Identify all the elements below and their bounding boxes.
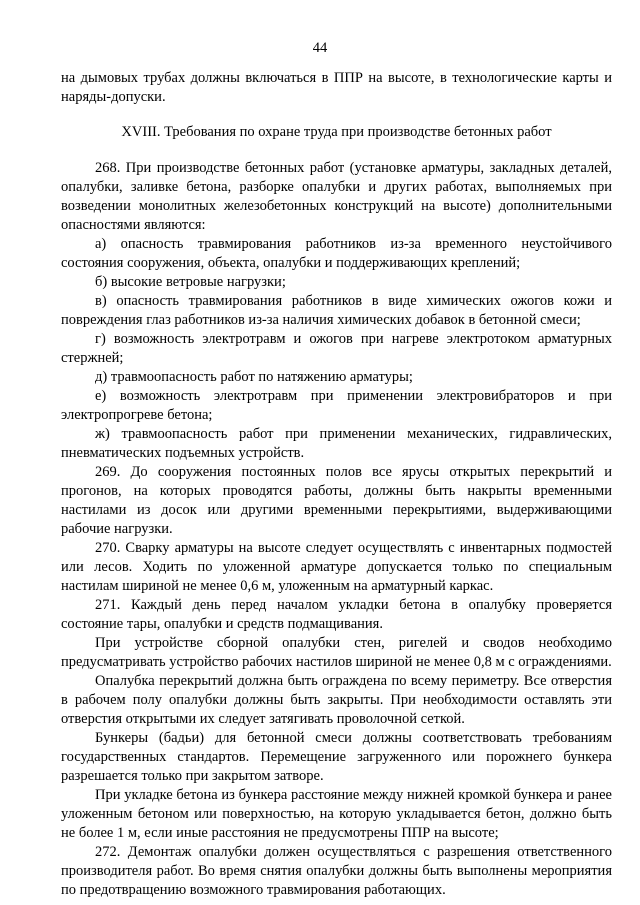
paragraph-bunkers: Бункеры (бадьи) для бетонной смеси должны соответствовать требованиям государственных стандартов. Перемещение загруженного или порожнего бункера разрешается только при закрытом затворе. (61, 730, 612, 784)
paragraph-268: 268. При производстве бетонных работ (установке арматуры, закладных деталей, опалубки, заливке бетона, разборке опалубки и других работах, выполняемых при возведении монолитных железобетонных конструкций на высоте) дополнительными опасностями являются: (61, 160, 612, 233)
list-item-zh: ж) травмоопасность работ при применении механических, гидравлических, пневматических подъемных устройств. (61, 426, 612, 461)
paragraph-272: 272. Демонтаж опалубки должен осуществляться с разрешения ответственного производителя работ. Во время снятия опалубки должны быть выполнены мероприятия по предотвращению возможного травмирования работающих. (61, 844, 612, 898)
lead-paragraph: на дымовых трубах должны включаться в ППР на высоте, в технологические карты и наряды-допуски. (61, 70, 612, 105)
list-item-v: в) опасность травмирования работников в виде химических ожогов кожи и повреждения глаз работников из-за наличия химических добавок в бетонной смеси; (61, 293, 612, 328)
list-item-e: е) возможность электротравм при применении электровибраторов и при электропрогреве бетона; (61, 388, 612, 423)
paragraph-floor-formwork: Опалубка перекрытий должна быть ограждена по всему периметру. Все отверстия в рабочем полу опалубки должны быть закрыты. При необходимости оставлять эти отверстия открытыми их следует затягивать проволочной сеткой. (61, 673, 612, 727)
paragraph-271: 271. Каждый день перед началом укладки бетона в опалубку проверяется состояние тары, опалубки и средств подмащивания. (61, 597, 612, 632)
document-body (61, 69, 612, 900)
paragraph-270: 270. Сварку арматуры на высоте следует осуществлять с инвентарных подмостей или лесов. Ходить по уложенной арматуре допускается только по специальным настилам шириной не менее 0,6 м, уложенным на арматурный каркас. (61, 540, 612, 594)
paragraph-269: 269. До сооружения постоянных полов все ярусы открытых перекрытий и прогонов, на которых проводятся работы, должны быть накрыты временными настилами из досок или другими временными перекрытиями, выдерживающими рабочие нагрузки. (61, 464, 612, 537)
paragraph-concrete-placing: При укладке бетона из бункера расстояние между нижней кромкой бункера и ранее уложенным бетоном или поверхностью, на которую укладывается бетон, должно быть не более 1 м, если иные расстояния не предусмотрены ППР на высоте; (61, 787, 612, 841)
list-item-a: а) опасность травмирования работников из-за временного неустойчивого состояния сооружения, объекта, опалубки и поддерживающих креплений; (61, 236, 612, 271)
list-item-b: б) высокие ветровые нагрузки; (95, 274, 286, 290)
page-number: 44 (312, 40, 328, 56)
list-item-g: г) возможность электротравм и ожогов при нагреве электротоком арматурных стержней; (61, 331, 612, 366)
section-heading: XVIII. Требования по охране труда при производстве бетонных работ (121, 124, 552, 140)
list-item-d: д) травмоопасность работ по натяжению арматуры; (95, 369, 413, 385)
paragraph-formwork-decking: При устройстве сборной опалубки стен, ригелей и сводов необходимо предусматривать устройство рабочих настилов шириной не менее 0,8 м с ограждениями. (61, 635, 612, 670)
